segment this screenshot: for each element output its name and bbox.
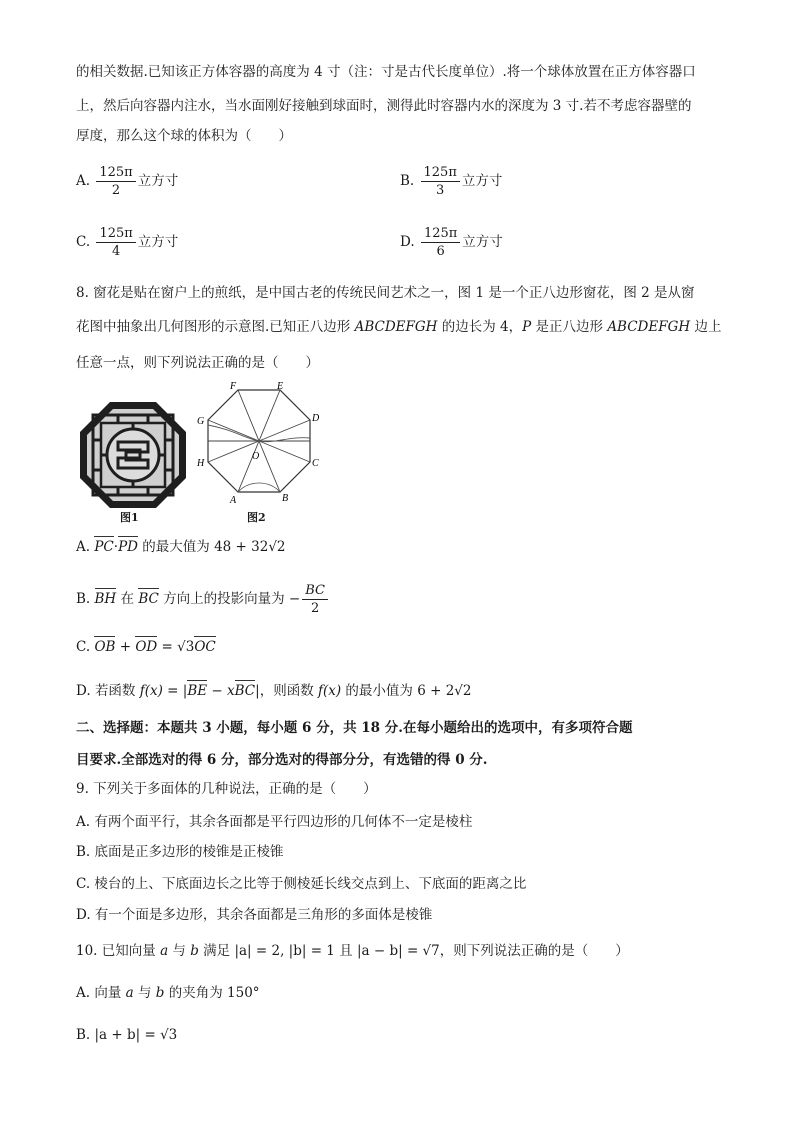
figure-2-caption: 图2 bbox=[247, 511, 266, 524]
q9-option-a: A. 有两个面平行，其余各面都是平行四边形的几何体不一定是棱柱 bbox=[76, 814, 473, 830]
label-f: F bbox=[230, 381, 237, 392]
label-b: B bbox=[282, 493, 289, 504]
q7-option-b: B. $\frac{125\pi}{3}$ 立方寸 bbox=[400, 165, 503, 198]
label-h: H bbox=[197, 458, 205, 469]
q8-line1: 8. 窗花是贴在窗户上的煎纸，是中国古老的传统民间艺术之一，图 1 是一个正八边形窗花，图 2 是从窗 bbox=[76, 285, 695, 301]
q8-option-d: D. 若函数 f(x) = |BE − xBC|，则函数 f(x) 的最小值为 6 + 2√2 bbox=[76, 683, 472, 699]
q8-option-a: A. PC·PD 的最大值为 48 + 32√2 bbox=[76, 539, 286, 555]
label-d: D bbox=[312, 413, 320, 424]
fraction: $\frac{125\pi}{3}$ bbox=[421, 164, 460, 199]
q8-line2: 花图中抽象出几何图形的示意图.已知正八边形 ABCDEFGH 的边长为 4，P 是正八边形 ABCDEFGH 边上 bbox=[76, 319, 722, 335]
fraction: $\frac{BC}{2}$ bbox=[302, 582, 328, 617]
q8-line3: 任意一点，则下列说法正确的是（ ） bbox=[76, 355, 319, 371]
q10-option-b: B. |a + b| = √3 bbox=[76, 1027, 178, 1043]
q10-stem: 10. 已知向量 a 与 b 满足 |a| = 2, |b| = 1 且 |a − b| = √7，则下列说法正确的是（ ） bbox=[76, 943, 629, 959]
q7-line2: 上，然后向容器内注水，当水面刚好接触到球面时，测得此时容器内水的深度为 3 寸.若不考虑容器壁的 bbox=[76, 98, 692, 114]
label-e: E bbox=[277, 381, 284, 392]
section-2-heading-cont: 目要求.全部选对的得 6 分，部分选对的得部分分，有选错的得 0 分. bbox=[76, 752, 488, 768]
fraction: $\frac{125\pi}{6}$ bbox=[421, 225, 460, 260]
q9-option-b: B. 底面是正多边形的棱锥是正棱锥 bbox=[76, 844, 284, 860]
q7-option-a: A. $\frac{125\pi}{2}$ 立方寸 bbox=[76, 165, 179, 198]
label-c: C bbox=[312, 458, 319, 469]
window-flower-figure bbox=[78, 400, 188, 510]
q9-stem: 9. 下列关于多面体的几种说法，正确的是（ ） bbox=[76, 781, 377, 797]
q9-option-d: D. 有一个面是多边形，其余各面都是三角形的多面体是棱锥 bbox=[76, 907, 433, 923]
q7-option-c: C. $\frac{125\pi}{4}$ 立方寸 bbox=[76, 226, 179, 259]
label-g: G bbox=[197, 416, 205, 427]
q9-option-c: C. 棱台的上、下底面边长之比等于侧棱延长线交点到上、下底面的距离之比 bbox=[76, 876, 527, 892]
figure-1-caption: 图1 bbox=[120, 511, 139, 524]
q7-line3: 厚度，那么这个球的体积为（ ） bbox=[76, 128, 292, 144]
fraction: $\frac{125\pi}{4}$ bbox=[96, 225, 135, 260]
octagon-diagram bbox=[194, 380, 326, 510]
q7-line1: 的相关数据.已知该正方体容器的高度为 4 寸（注：寸是古代长度单位）.将一个球体放置在正方体容器口 bbox=[76, 64, 696, 80]
q10-option-a: A. 向量 a 与 b 的夹角为 150° bbox=[76, 985, 260, 1001]
label-o: O bbox=[252, 451, 260, 462]
section-2-heading: 二、选择题：本题共 3 小题，每小题 6 分，共 18 分.在每小题给出的选项中，有多项符合题 bbox=[76, 720, 633, 736]
q8-option-c: C. OB + OD = √3OC bbox=[76, 639, 216, 655]
q7-option-d: D. $\frac{125\pi}{6}$ 立方寸 bbox=[400, 226, 503, 259]
q8-option-b: B. BH 在 BC 方向上的投影向量为 − $\frac{BC}{2}$ bbox=[76, 582, 330, 617]
fraction: $\frac{125\pi}{2}$ bbox=[96, 164, 135, 199]
label-a: A bbox=[230, 495, 237, 506]
